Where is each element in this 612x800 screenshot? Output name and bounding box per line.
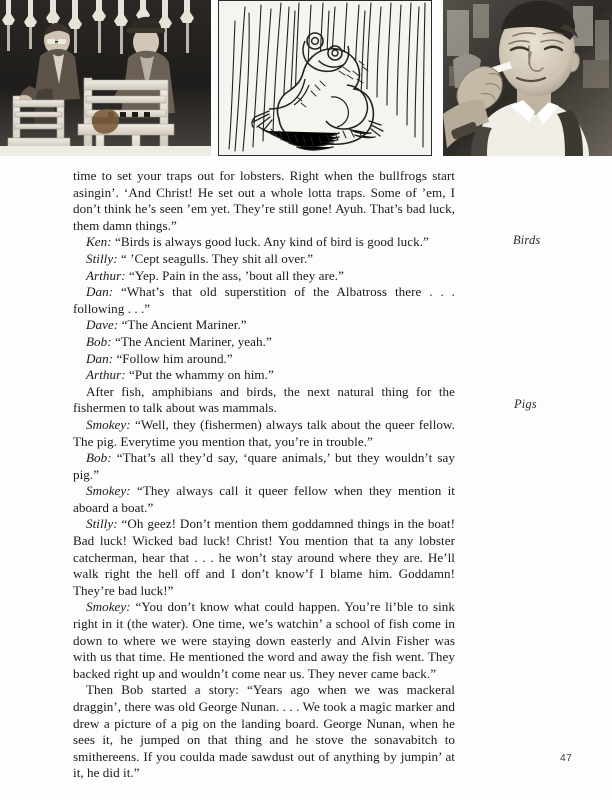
paragraph-text: Then Bob started a story: “Years ago when we was mackeral draggin’, there was old George Nunan. . . . We took a magic marker and drew a picture of a pig on the landing board. George Nunan, when he sees it, he jumped on that thing and he stove the sonavabitch to smithereens. If you coulda made sawdust out of anything by jumpin’ at it, he did it.” [73,682,455,781]
speaker-name: Stilly: [86,250,118,266]
body-paragraph [73,168,455,234]
speaker-name: Smokey: [86,416,131,432]
paragraph-text: After fish, amphibians and birds, the next natural thing for the fishermen to talk about was mammals. [73,383,455,416]
paragraph-text: “Follow him around.” [113,350,233,366]
photo-two-men-chair-shop [0,0,211,156]
speaker-name: Dave: [86,317,119,333]
body-paragraph [73,450,455,483]
margin-note-pigs: Pigs [514,397,537,411]
paragraph-text: “Put the whammy on him.” [125,367,274,383]
paragraph-text: “Birds is always good luck. Any kind of bird is good luck.” [111,234,429,250]
photo-man-smoking-cigarette [443,0,612,156]
body-paragraph [73,417,455,450]
body-paragraph [73,599,455,682]
speaker-name: Arthur: [86,367,126,383]
paragraph-text: “They always call it queer fellow when they mention it aboard a boat.” [73,483,455,515]
paragraph-text: “What’s that old superstition of the Albatross there . . . following . . .” [73,284,455,316]
body-paragraph [73,317,455,334]
paragraph-text: “ ’Cept seagulls. They shit all over.” [117,250,314,266]
paragraph-text: “Oh geez! Don’t mention them goddamned things in the boat! Bad luck! Wicked bad luck! Christ! You mention that ta any lobster catcherman, hear that . . . he won’t stay around where they are. He’ll walk right the hell off and I don’t know’f I blame him. Goddamn! They’re bad luck!” [73,516,455,598]
body-paragraph [73,682,455,782]
body-paragraph [73,483,455,516]
speaker-name: Smokey: [86,483,131,499]
body-paragraph [73,384,455,417]
speaker-name: Smokey: [86,599,131,615]
body-paragraph [73,516,455,599]
body-paragraph [73,367,455,384]
paragraph-text: “Well, they (fishermen) always talk about the queer fellow. The pig. Everytime you mention that, you’re in trouble.” [73,416,455,449]
body-paragraph [73,234,455,251]
paragraph-text: “The Ancient Mariner, yeah.” [111,333,272,349]
body-paragraph [73,334,455,351]
speaker-name: Bob: [86,450,112,466]
margin-note-birds: Birds [513,233,541,247]
paragraph-text: “You don’t know what could happen. You’re li’ble to sink right in it (the water). One time, we’s watchin’ a school of fish come in down to where we were staying down easterly and Alvin Fisher was with us that time. He mentioned the word and away the fish went. They backed right up and wouldn’t come near us. They never came back.” [73,599,455,681]
paragraph-text: time to set your traps out for lobsters. Right when the bullfrogs start asingin’. ‘And Christ! He set out a whole lotta traps. Some of ’em, I don’t think he’s seen ’em yet. They’re still gone! Ayuh. That’s bad luck, them damn things.” [73,168,455,233]
speaker-name: Dan: [86,350,114,366]
paragraph-text: “That’s all they’d say, ‘quare animals,’ but they wouldn’t say pig.” [73,450,455,482]
body-paragraph [73,251,455,268]
body-paragraph [73,268,455,285]
speaker-name: Bob: [86,333,112,349]
body-paragraph [73,351,455,368]
body-text-column [73,168,455,782]
speaker-name: Stilly: [86,516,118,532]
illustration-bullfrog-in-reeds [218,0,432,156]
paragraph-text: “The Ancient Mariner.” [118,317,247,333]
speaker-name: Dan: [86,284,114,300]
top-image-band [0,0,612,156]
page-number: 47 [560,753,573,764]
speaker-name: Arthur: [86,267,126,283]
speaker-name: Ken: [86,234,112,250]
body-paragraph [73,284,455,317]
paragraph-text: “Yep. Pain in the ass, ’bout all they are.” [125,267,344,283]
